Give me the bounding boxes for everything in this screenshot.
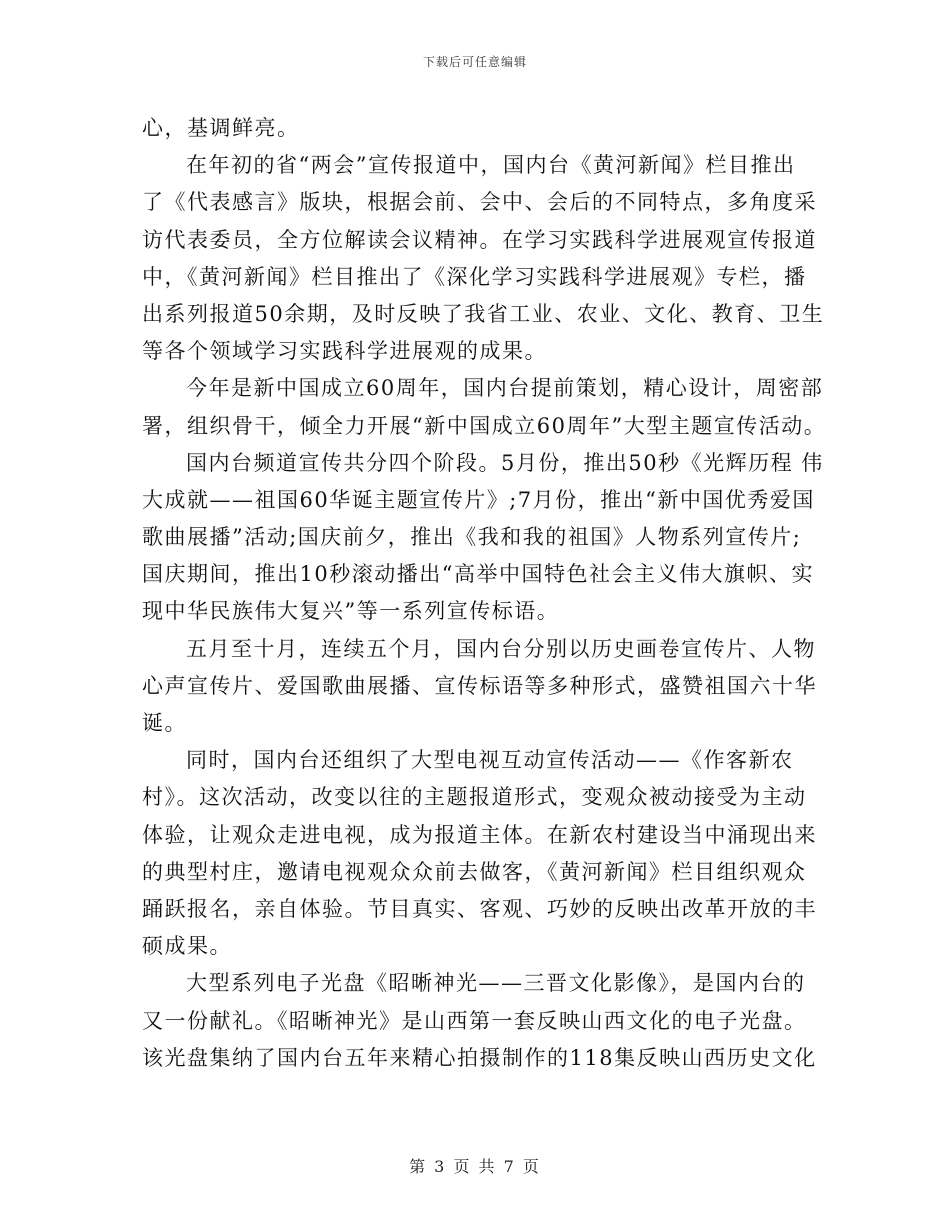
- text-line: 现中华民族伟大复兴”等一系列宣传标语。: [142, 599, 560, 624]
- document-body: [142, 110, 832, 1077]
- text-line: 又一份献礼。《昭晰神光》是山西第一套反映山西文化的电子光盘。: [142, 1008, 807, 1033]
- text-line: 心声宣传片、爱国歌曲展播、宣传标语等多种形式，盛赞祖国六十华: [142, 673, 817, 698]
- text-line: 出系列报道50余期，及时反映了我省工业、农业、文化、教育、卫生: [142, 301, 825, 326]
- text-line: 国庆期间，推出10秒滚动播出“高举中国特色社会主义伟大旗帜、实: [142, 562, 814, 587]
- text-line: 同时，国内台还组织了大型电视互动宣传活动——《作客新农: [186, 748, 794, 773]
- text-line: 踊跃报名，亲自体验。节目真实、客观、巧妙的反映出改革开放的丰: [142, 896, 817, 921]
- page-footer: 第 3 页 共 7 页: [409, 1157, 541, 1176]
- text-line: 大型系列电子光盘《昭晰神光——三晋文化影像》，是国内台的: [186, 971, 806, 996]
- text-line: 署，组织骨干，倾全力开展“新中国成立60周年”大型主题宣传活动。: [142, 413, 827, 438]
- text-line: 歌曲展播”活动;国庆前夕，推出《我和我的祖国》人物系列宣传片;: [142, 525, 802, 550]
- text-line: 诞。: [142, 711, 187, 735]
- text-line: 心，基调鲜亮。: [142, 116, 300, 140]
- text-line: 村》。这次活动，改变以往的主题报道形式，变观众被动接受为主动: [142, 785, 807, 810]
- text-line: 五月至十月，连续五个月，国内台分别以历史画卷宣传片、人物: [186, 636, 816, 661]
- text-line: 的典型村庄，邀请电视观众众前去做客，《黄河新闻》栏目组织观众: [142, 859, 807, 884]
- page-header: 下载后可任意编辑: [422, 55, 527, 69]
- text-line: 硕成果。: [142, 934, 232, 959]
- text-line: 体验，让观众走进电视，成为报道主体。在新农村建设当中涌现出来: [142, 822, 817, 847]
- text-line: 大成就——祖国60华诞主题宣传片》;7月份，推出“新中国优秀爱国: [142, 487, 815, 512]
- text-line: 中，《黄河新闻》栏目推出了《深化学习实践科学进展观》专栏，播: [142, 264, 807, 289]
- text-line: 访代表委员，全方位解读会议精神。在学习实践科学进展观宣传报道: [142, 227, 817, 252]
- text-line: 了《代表感言》版块，根据会前、会中、会后的不同特点，多角度采: [142, 190, 817, 215]
- text-line: 在年初的省“两会”宣传报道中，国内台《黄河新闻》栏目推出: [186, 153, 796, 178]
- text-line: 今年是新中国成立60周年，国内台提前策划，精心设计，周密部: [186, 376, 824, 401]
- text-line: 等各个领域学习实践科学进展观的成果。: [142, 339, 547, 364]
- text-line: 该光盘集纳了国内台五年来精心拍摄制作的118集反映山西历史文化: [142, 1045, 817, 1070]
- text-line: 国内台频道宣传共分四个阶段。5月份，推出50秒《光辉历程 伟: [186, 450, 824, 475]
